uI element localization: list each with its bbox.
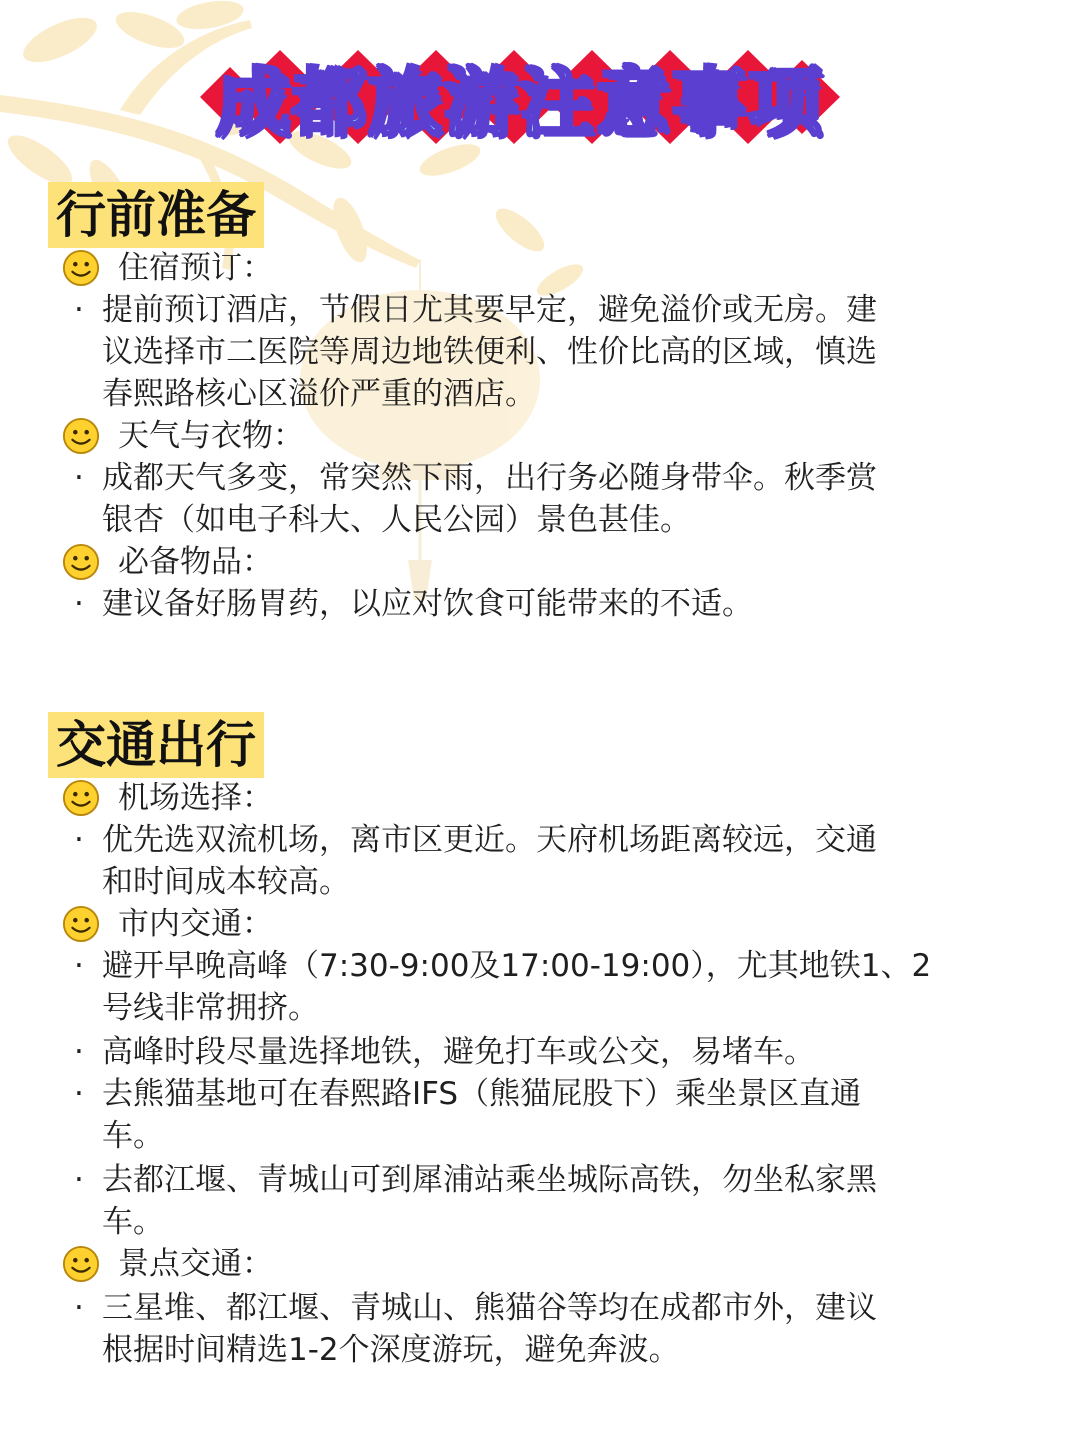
bullet-dot: ·	[74, 1076, 84, 1112]
body-line: 银杏（如电子科大、人民公园）景色甚佳。	[102, 502, 691, 538]
body-line: 高峰时段尽量选择地铁，避免打车或公交，易堵车。	[102, 1034, 815, 1070]
body-line: 和时间成本较高。	[102, 864, 350, 900]
bullet-dot: ·	[74, 1290, 84, 1326]
smiley-icon	[62, 779, 100, 817]
smiley-icon	[62, 1245, 100, 1283]
subheading-attraction-transport	[62, 1243, 273, 1285]
body-line: 议选择市二医院等周边地铁便利、性价比高的区域，慎选	[102, 334, 877, 370]
subheading-city-transit	[62, 903, 273, 945]
bullet-dot: ·	[74, 1034, 84, 1070]
body-line: 优先选双流机场，离市区更近。天府机场距离较远，交通	[102, 822, 877, 858]
body-line: 避开早晚高峰（7:30-9:00及17:00-19:00），尤其地铁1、2	[102, 948, 932, 984]
body-line: 去都江堰、青城山可到犀浦站乘坐城际高铁，勿坐私家黑	[102, 1162, 877, 1198]
subheading-lodging	[62, 247, 273, 289]
subheading-label: 住宿预订：	[118, 250, 273, 286]
smiley-icon	[62, 249, 100, 287]
subheading-label: 市内交通：	[118, 906, 273, 942]
smiley-icon	[62, 905, 100, 943]
bullet-dot: ·	[74, 460, 84, 496]
subheading-label: 景点交通：	[118, 1246, 273, 1282]
subheading-label: 必备物品：	[118, 544, 273, 580]
body-line: 三星堆、都江堰、青城山、熊猫谷等均在成都市外，建议	[102, 1290, 877, 1326]
subheading-label: 机场选择：	[118, 780, 273, 816]
subheading-essentials	[62, 541, 273, 583]
body-line: 车。	[102, 1118, 164, 1154]
title-banner	[190, 42, 850, 152]
subheading-weather	[62, 415, 304, 457]
section-heading-transport: 交通出行	[48, 712, 264, 778]
bullet-dot: ·	[74, 948, 84, 984]
body-line: 成都天气多变，常突然下雨，出行务必随身带伞。秋季赏	[102, 460, 877, 496]
bullet-dot: ·	[74, 292, 84, 328]
smiley-icon	[62, 543, 100, 581]
body-line: 号线非常拥挤。	[102, 990, 319, 1026]
body-line: 车。	[102, 1204, 164, 1240]
section-heading-preparation: 行前准备	[48, 182, 264, 248]
body-line: 建议备好肠胃药，以应对饮食可能带来的不适。	[102, 586, 753, 622]
subheading-airport	[62, 777, 273, 819]
body-line: 春熙路核心区溢价严重的酒店。	[102, 376, 536, 412]
bullet-dot: ·	[74, 586, 84, 622]
bullet-dot: ·	[74, 822, 84, 858]
page-title: 成都旅游注意事项	[216, 60, 824, 146]
smiley-icon	[62, 417, 100, 455]
body-line: 提前预订酒店，节假日尤其要早定，避免溢价或无房。建	[102, 292, 877, 328]
body-line: 根据时间精选1-2个深度游玩，避免奔波。	[102, 1332, 680, 1368]
body-line: 去熊猫基地可在春熙路IFS（熊猫屁股下）乘坐景区直通	[102, 1076, 862, 1112]
bullet-dot: ·	[74, 1162, 84, 1198]
subheading-label: 天气与衣物：	[118, 418, 304, 454]
